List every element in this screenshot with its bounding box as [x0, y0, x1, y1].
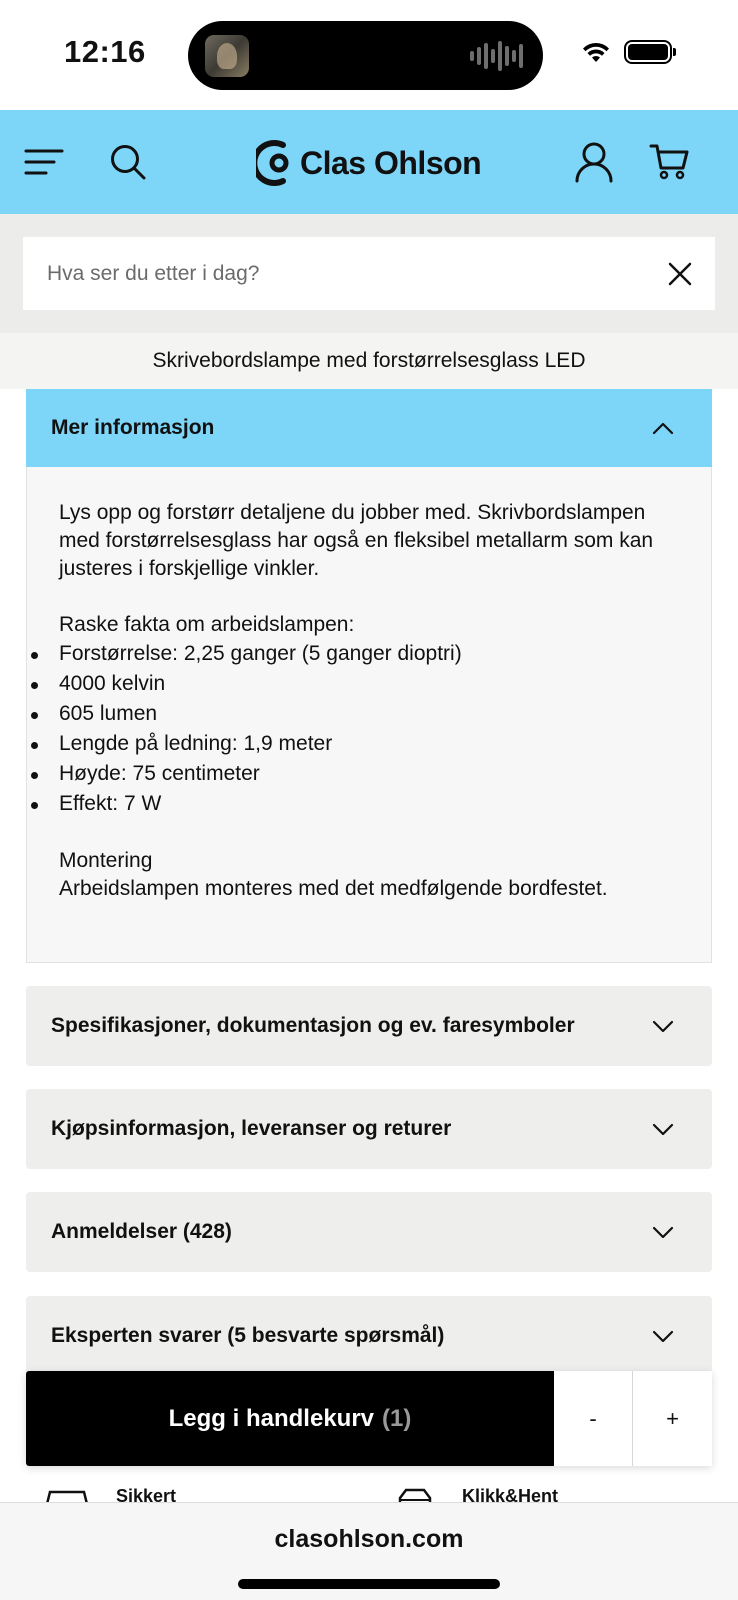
- accordion-reviews[interactable]: [26, 1192, 712, 1272]
- chevron-down-icon: [652, 1222, 674, 1242]
- accordion-title: Mer informasjon: [51, 416, 215, 439]
- search-area: [0, 214, 738, 333]
- accordion-more-info: [26, 389, 712, 963]
- accordion-specifications[interactable]: [26, 986, 712, 1066]
- accordion-title: Kjøpsinformasjon, leveranser og returer: [51, 1117, 452, 1140]
- cart-button[interactable]: [646, 138, 694, 186]
- add-to-cart-bar: [26, 1371, 712, 1466]
- site-header: [0, 110, 738, 214]
- browser-url-bar: [0, 1502, 738, 1600]
- cart-count: (1): [382, 1404, 412, 1432]
- search-input[interactable]: [47, 262, 647, 286]
- mounting-heading: Montering: [59, 849, 153, 872]
- menu-icon: [24, 147, 64, 177]
- home-indicator[interactable]: [238, 1579, 500, 1589]
- product-title-bar: [0, 333, 738, 389]
- secure-icon: [44, 1490, 90, 1502]
- battery-fill: [628, 44, 668, 60]
- usp-strip: [0, 1466, 738, 1502]
- search-box: [23, 237, 715, 310]
- menu-button[interactable]: [20, 138, 68, 186]
- accordion-purchase-info[interactable]: [26, 1089, 712, 1169]
- list-item: Forstørrelse: 2,25 ganger (5 ganger dioptri): [59, 639, 681, 669]
- account-button[interactable]: [570, 138, 618, 186]
- intro-text: Lys opp og forstørr detaljene du jobber med. Skrivbordslampen med forstørrelsesglass har også en fleksibel metallarm som kan justeres i forskjellige vinkler.: [59, 501, 654, 580]
- list-item: Effekt: 7 W: [59, 789, 681, 819]
- accordion-expert-answers[interactable]: [26, 1296, 712, 1376]
- chevron-down-icon: [652, 1119, 674, 1139]
- dynamic-island[interactable]: [188, 21, 543, 90]
- brand-logo[interactable]: [256, 138, 481, 188]
- url-text[interactable]: clasohlson.com: [274, 1525, 464, 1553]
- clas-ohlson-logo-icon: [256, 139, 294, 187]
- mounting-text: Arbeidslampen monteres med det medfølgende bordfestet.: [59, 877, 608, 900]
- brand-name: Clas Ohlson: [300, 144, 482, 181]
- add-to-cart-label: Legg i handlekurv: [168, 1404, 375, 1432]
- search-button[interactable]: [104, 138, 152, 186]
- quantity-decrease-button[interactable]: -: [554, 1371, 633, 1466]
- add-to-cart-button[interactable]: [26, 1371, 554, 1466]
- usp-click-collect: Klikk&Hent: [462, 1486, 559, 1502]
- wifi-icon: [580, 40, 612, 64]
- accordion-title: Spesifikasjoner, dokumentasjon og ev. faresymboler: [51, 1014, 575, 1037]
- cart-icon: [649, 142, 691, 182]
- status-icons: [580, 40, 672, 64]
- quantity-increase-button[interactable]: +: [633, 1371, 712, 1466]
- accordion-header-more-info[interactable]: [26, 389, 712, 467]
- chevron-up-icon: [652, 418, 674, 438]
- product-title: Skrivebordslampe med forstørrelsesglass LED: [152, 349, 586, 372]
- chevron-down-icon: [652, 1326, 674, 1346]
- battery-icon: [624, 40, 672, 64]
- close-icon[interactable]: [667, 261, 693, 287]
- status-bar: [0, 0, 738, 110]
- list-item: 605 lumen: [59, 699, 681, 729]
- chevron-down-icon: [652, 1016, 674, 1036]
- island-thumbnail-icon: [205, 35, 249, 77]
- list-item: Lengde på ledning: 1,9 meter: [59, 729, 681, 759]
- audio-wave-icon: [470, 40, 523, 72]
- accordion-title: Eksperten svarer (5 besvarte spørsmål): [51, 1324, 445, 1347]
- click-collect-icon: [396, 1488, 434, 1502]
- list-item: 4000 kelvin: [59, 669, 681, 699]
- list-item: Høyde: 75 centimeter: [59, 759, 681, 789]
- status-time: 12:16: [64, 34, 146, 69]
- accordion-title: Anmeldelser (428): [51, 1220, 232, 1243]
- accordion-body-more-info: [26, 467, 712, 963]
- facts-list: [59, 639, 681, 819]
- account-icon: [574, 141, 614, 183]
- facts-heading: Raske fakta om arbeidslampen:: [59, 613, 355, 636]
- search-icon: [109, 143, 147, 181]
- usp-secure: Sikkert: [116, 1486, 177, 1502]
